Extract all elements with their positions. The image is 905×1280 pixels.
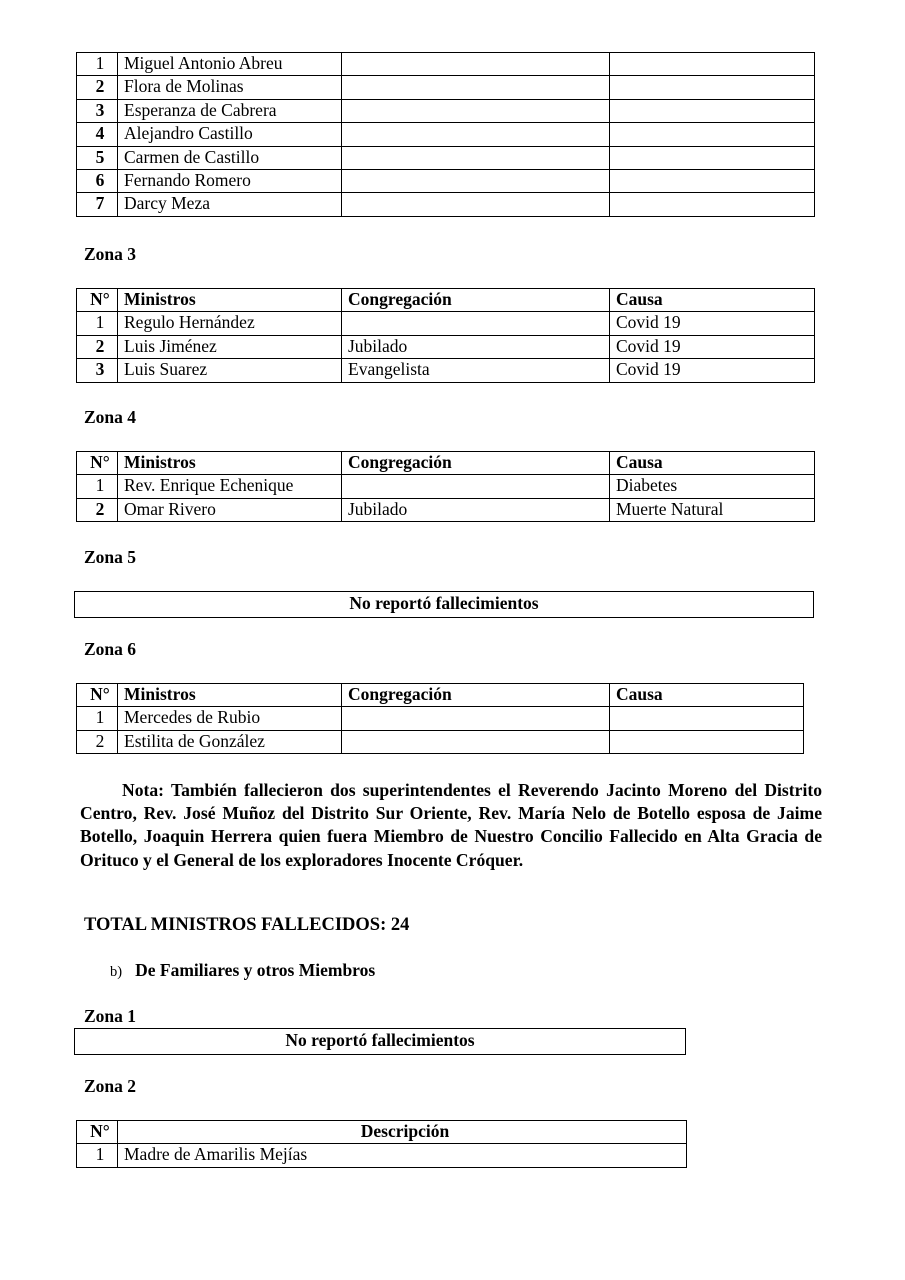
total-ministros-fallecidos: TOTAL MINISTROS FALLECIDOS: 24 [84, 915, 410, 935]
zona4-table [76, 451, 815, 522]
zona3-heading: Zona 3 [84, 244, 137, 264]
row-ministro: Mercedes de Rubio [118, 707, 342, 730]
row-ministro: Fernando Romero [118, 169, 342, 192]
row-causa: Covid 19 [610, 335, 815, 358]
header-ministros: Ministros [118, 289, 342, 312]
table-header-row [77, 684, 804, 707]
row-congregacion [342, 99, 610, 122]
row-congregacion [342, 146, 610, 169]
header-num: N° [77, 452, 118, 475]
row-causa [610, 76, 815, 99]
row-congregacion: Evangelista [342, 359, 610, 382]
row-causa [610, 193, 815, 216]
zona6-table [76, 683, 804, 754]
header-congregacion: Congregación [342, 452, 610, 475]
table-row [77, 312, 815, 335]
row-ministro: Flora de Molinas [118, 76, 342, 99]
row-causa: Covid 19 [610, 359, 815, 382]
table-row [77, 123, 815, 146]
table-row [77, 99, 815, 122]
table-header-row [77, 289, 815, 312]
header-num: N° [77, 289, 118, 312]
row-congregacion: Jubilado [342, 498, 610, 521]
header-causa: Causa [610, 684, 804, 707]
table-row [77, 498, 815, 521]
row-number: 2 [77, 76, 118, 99]
row-congregacion [342, 312, 610, 335]
familiares-zona2-heading: Zona 2 [84, 1076, 137, 1096]
table-row [77, 193, 815, 216]
row-causa: Diabetes [610, 475, 815, 498]
table-row [77, 359, 815, 382]
row-number: 2 [77, 498, 118, 521]
row-number: 4 [77, 123, 118, 146]
row-causa [610, 730, 804, 753]
row-number: 1 [77, 1144, 118, 1167]
row-ministro: Miguel Antonio Abreu [118, 53, 342, 76]
table-row [77, 1144, 687, 1167]
table-header-row [77, 452, 815, 475]
table-row [77, 53, 815, 76]
row-ministro: Darcy Meza [118, 193, 342, 216]
row-ministro: Esperanza de Cabrera [118, 99, 342, 122]
header-descripcion: Descripción [118, 1121, 687, 1144]
subsection-label: De Familiares y otros Miembros [135, 960, 376, 980]
row-number: 2 [77, 335, 118, 358]
table-row [77, 76, 815, 99]
table-row [77, 730, 804, 753]
header-causa: Causa [610, 289, 815, 312]
row-number: 7 [77, 193, 118, 216]
row-causa [610, 123, 815, 146]
row-ministro: Rev. Enrique Echenique [118, 475, 342, 498]
row-number: 2 [77, 730, 118, 753]
row-causa [610, 169, 815, 192]
zona5-heading: Zona 5 [84, 547, 137, 567]
row-causa [610, 53, 815, 76]
zona2-continued-table [76, 52, 815, 217]
row-causa [610, 146, 815, 169]
row-congregacion [342, 193, 610, 216]
row-congregacion [342, 730, 610, 753]
row-causa [610, 707, 804, 730]
zona3-table [76, 288, 815, 383]
header-congregacion: Congregación [342, 684, 610, 707]
row-congregacion [342, 76, 610, 99]
row-number: 1 [77, 707, 118, 730]
row-causa: Covid 19 [610, 312, 815, 335]
table-row [77, 335, 815, 358]
row-causa: Muerte Natural [610, 498, 815, 521]
row-ministro: Luis Suarez [118, 359, 342, 382]
row-ministro: Carmen de Castillo [118, 146, 342, 169]
row-number: 1 [77, 53, 118, 76]
header-ministros: Ministros [118, 452, 342, 475]
zona4-heading: Zona 4 [84, 407, 137, 427]
nota-paragraph: Nota: También fallecieron dos superintendentes el Reverendo Jacinto Moreno del Distrito Centro, Rev. José Muñoz del Distrito Sur Oriente, Rev. María Nelo de Botello esposa de Jaime Botello, Joaquin Herrera quien fuera Miembro de Nuestro Concilio Fallecido en Alta Gracia de Orituco y el General de los exploradores Inocente Cróquer. [80, 780, 822, 870]
header-num: N° [77, 684, 118, 707]
table-row [77, 146, 815, 169]
row-congregacion [342, 707, 610, 730]
table-header-row [77, 1121, 687, 1144]
header-congregacion: Congregación [342, 289, 610, 312]
row-causa [610, 99, 815, 122]
row-number: 1 [77, 475, 118, 498]
table-row [77, 475, 815, 498]
subsection-marker: b) [110, 964, 123, 980]
row-number: 5 [77, 146, 118, 169]
zona5-no-report-box: No reportó fallecimientos [74, 591, 814, 618]
header-ministros: Ministros [118, 684, 342, 707]
row-ministro: Luis Jiménez [118, 335, 342, 358]
row-congregacion: Jubilado [342, 335, 610, 358]
row-number: 3 [77, 99, 118, 122]
row-congregacion [342, 123, 610, 146]
header-num: N° [77, 1121, 118, 1144]
row-number: 6 [77, 169, 118, 192]
subsection-b [110, 960, 375, 981]
table-row [77, 169, 815, 192]
row-ministro: Estilita de González [118, 730, 342, 753]
familiares-zona2-table [76, 1120, 687, 1168]
familiares-zona1-heading: Zona 1 [84, 1006, 137, 1026]
table-row [77, 707, 804, 730]
row-congregacion [342, 475, 610, 498]
row-ministro: Omar Rivero [118, 498, 342, 521]
familiares-zona1-no-report-box: No reportó fallecimientos [74, 1028, 686, 1055]
row-number: 1 [77, 312, 118, 335]
row-ministro: Regulo Hernández [118, 312, 342, 335]
zona6-heading: Zona 6 [84, 639, 137, 659]
row-congregacion [342, 53, 610, 76]
row-ministro: Alejandro Castillo [118, 123, 342, 146]
row-congregacion [342, 169, 610, 192]
row-descripcion: Madre de Amarilis Mejías [118, 1144, 687, 1167]
row-number: 3 [77, 359, 118, 382]
header-causa: Causa [610, 452, 815, 475]
